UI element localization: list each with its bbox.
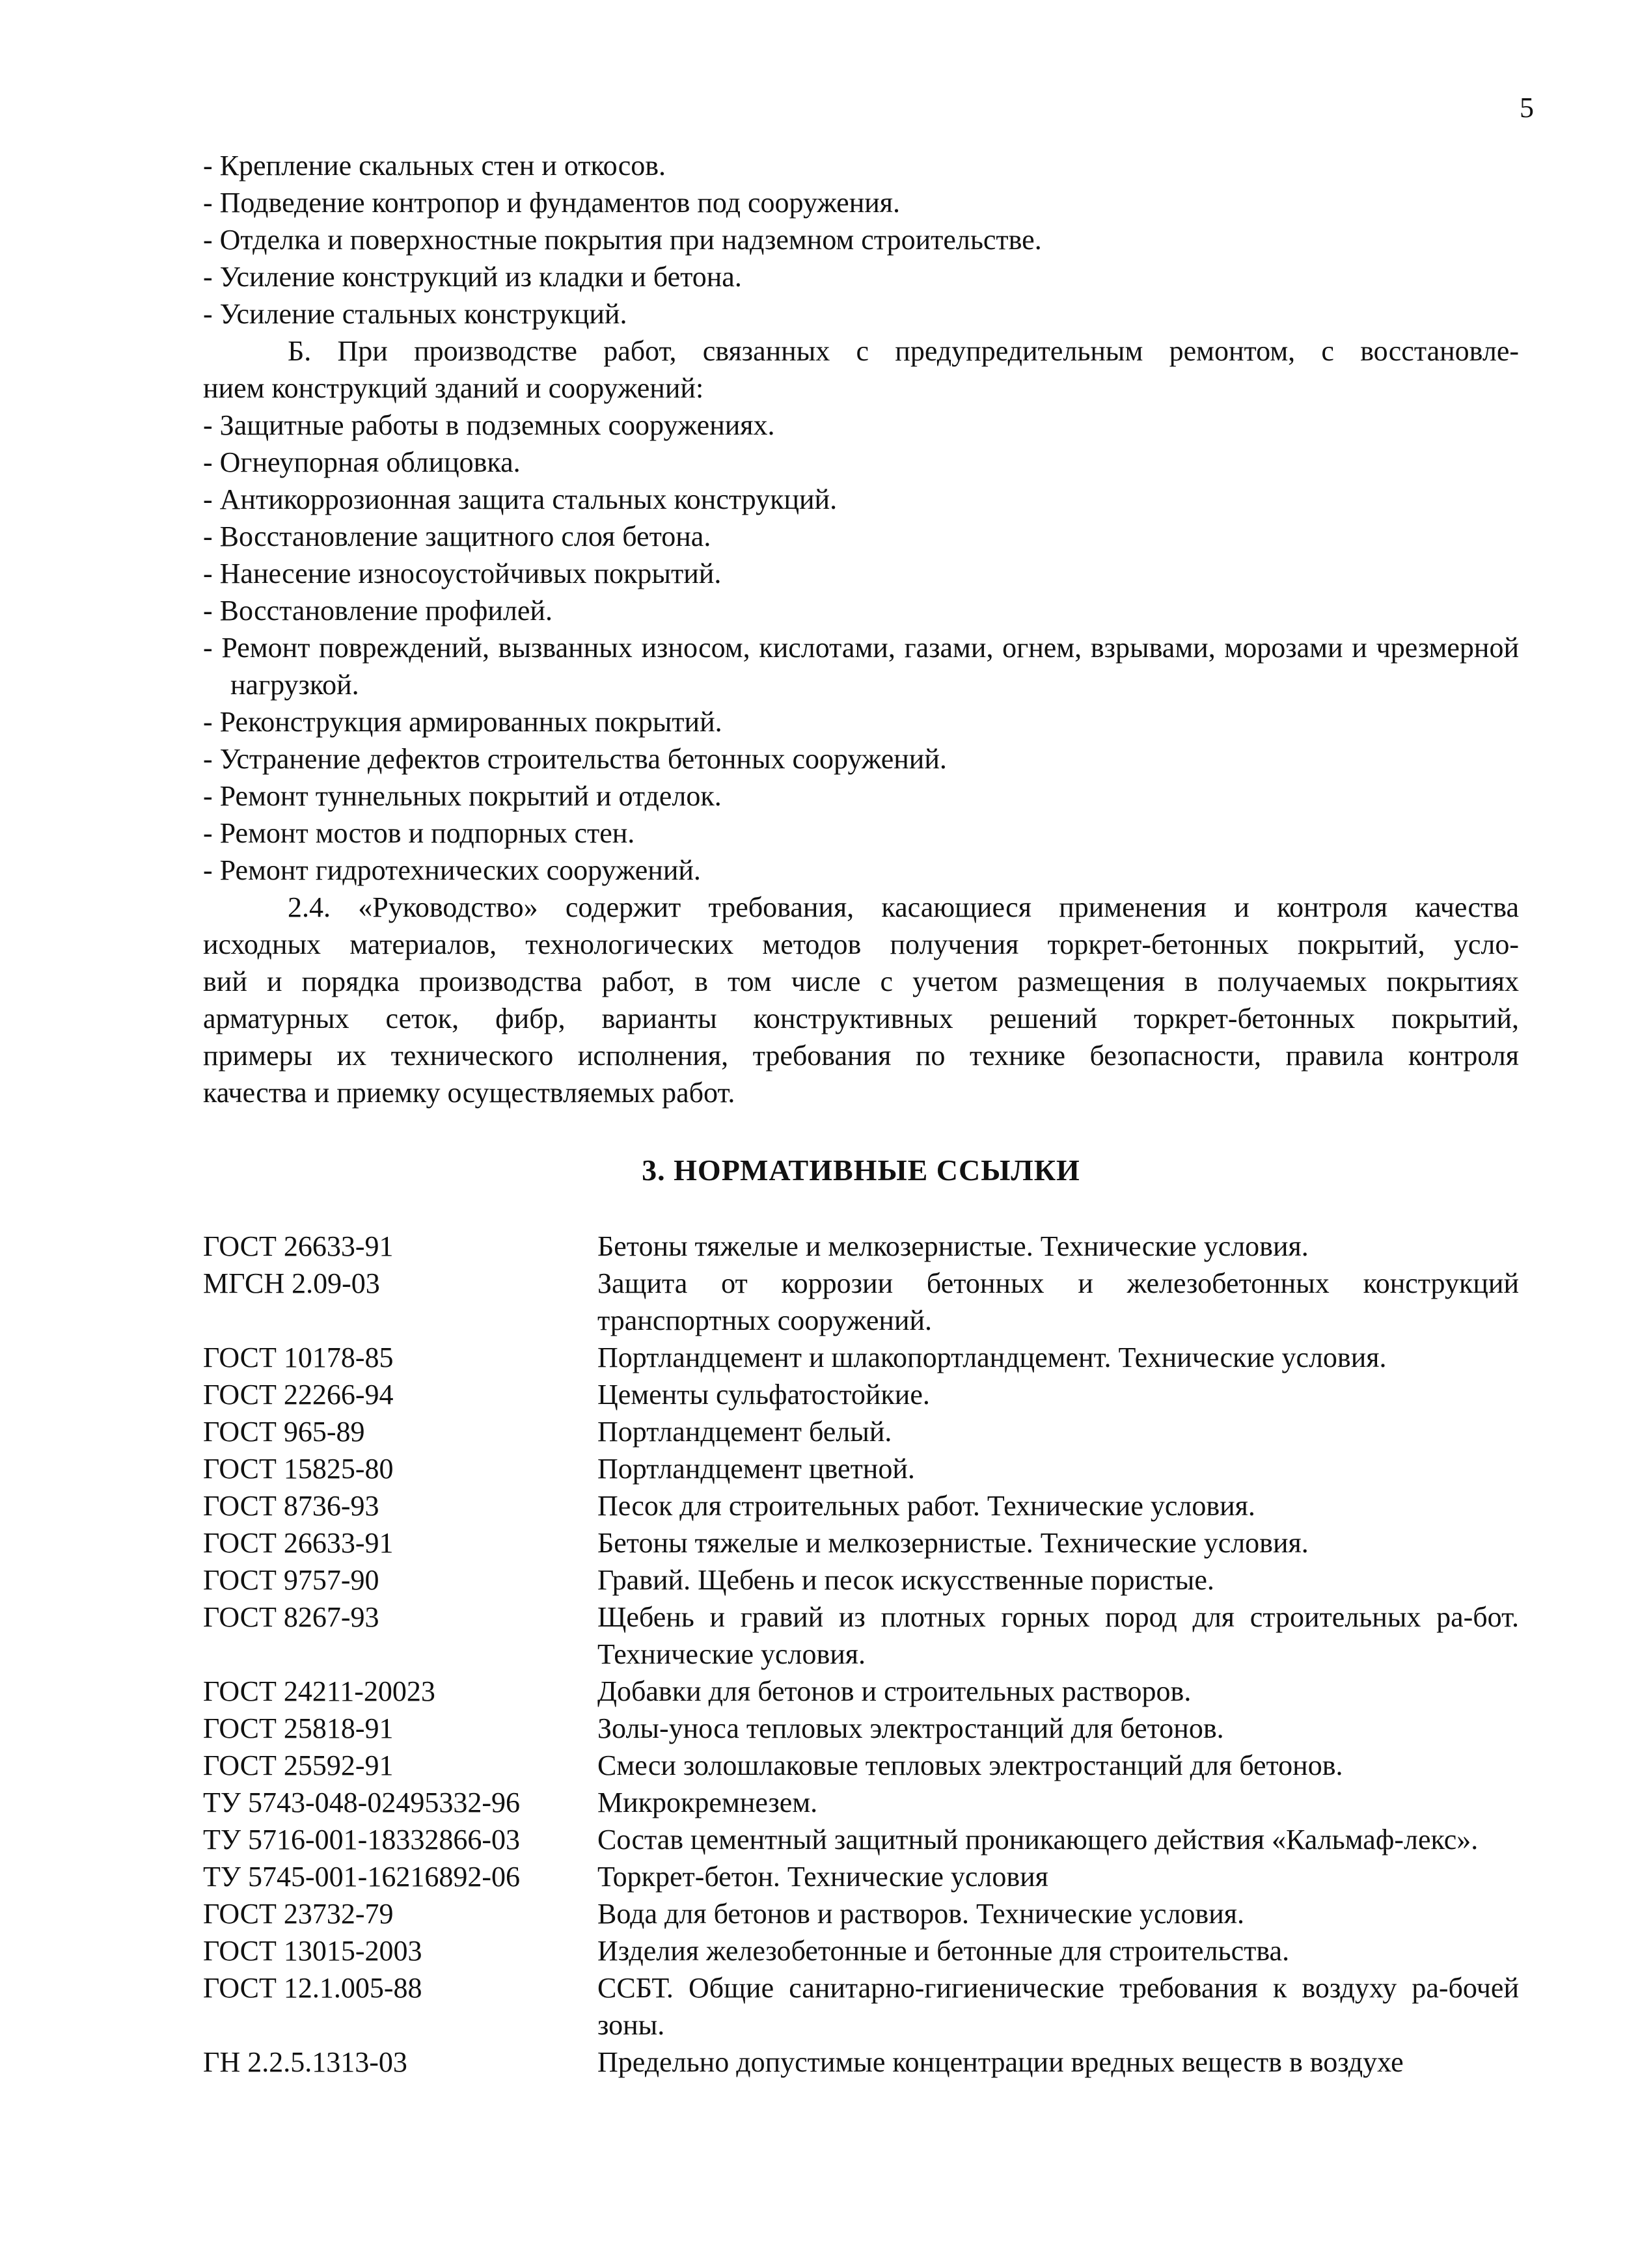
reference-code: ГОСТ 15825-80 [203, 1453, 394, 1485]
reference-code: ГОСТ 8736-93 [203, 1490, 379, 1522]
table-row [203, 1932, 1519, 1969]
paragraph-line: примеры их технического исполнения, требования по технике безопасности, правила контроля [203, 1040, 1519, 1072]
paragraph-2-4 [203, 889, 1519, 1111]
table-row [203, 1710, 1519, 1747]
reference-code: ГОСТ 26633-91 [203, 1527, 394, 1559]
table-row [203, 1969, 1519, 2044]
table-row [203, 1673, 1519, 1710]
reference-title: ССБТ. Общие санитарно-гигиенические требования к воздуху ра-бочей зоны. [597, 1972, 1519, 2041]
table-row [203, 2044, 1519, 2081]
reference-code: ГОСТ 8267-93 [203, 1601, 379, 1633]
reference-title: Портландцемент и шлакопортландцемент. Технические условия. [597, 1342, 1387, 1373]
table-row [203, 1747, 1519, 1784]
list-item: - Защитные работы в подземных сооружениях. [203, 409, 775, 441]
reference-title: Портландцемент белый. [597, 1416, 892, 1448]
reference-title: Песок для строительных работ. Технические условия. [597, 1490, 1255, 1522]
paragraph-line: арматурных сеток, фибр, варианты конструктивных решений торкрет-бетонных покрытий, [203, 1003, 1519, 1034]
table-row [203, 1784, 1519, 1821]
list-item: - Устранение дефектов строительства бетонных сооружений. [203, 743, 947, 775]
paragraph-line: 2.4. «Руководство» содержит требования, касающиеся применения и контроля качества [288, 891, 1519, 923]
reference-code: ГОСТ 965-89 [203, 1416, 365, 1448]
paragraph-line: Б. При производстве работ, связанных с предупредительным ремонтом, с восстановле- [288, 335, 1519, 367]
list-item: - Подведение контропор и фундаментов под сооружения. [203, 187, 901, 219]
work-list-b [203, 407, 1519, 889]
reference-code: ГОСТ 25818-91 [203, 1712, 394, 1744]
list-item: - Крепление скальных стен и откосов. [203, 150, 666, 182]
list-item: - Огнеупорная облицовка. [203, 446, 521, 478]
list-item: - Ремонт мостов и подпорных стен. [203, 817, 635, 849]
reference-title: Защита от коррозии бетонных и железобетонных конструкций транспортных сооружений. [597, 1267, 1519, 1336]
reference-code: ТУ 5743-048-02495332-96 [203, 1787, 520, 1818]
references-table [203, 1228, 1519, 2081]
table-row [203, 1413, 1519, 1450]
paragraph-line: качества и приемку осуществляемых работ. [203, 1077, 735, 1109]
reference-code: ТУ 5716-001-18332866-03 [203, 1824, 520, 1856]
reference-title: Щебень и гравий из плотных горных пород для строительных ра-бот. Технические условия. [597, 1601, 1519, 1670]
table-row [203, 1895, 1519, 1932]
reference-title: Торкрет-бетон. Технические условия [597, 1861, 1048, 1893]
list-item: - Восстановление профилей. [203, 595, 553, 627]
reference-code: ГОСТ 25592-91 [203, 1749, 394, 1781]
paragraph-b [203, 332, 1519, 407]
table-row [203, 1599, 1519, 1673]
table-row [203, 1450, 1519, 1487]
reference-code: ГОСТ 10178-85 [203, 1342, 394, 1373]
table-row [203, 1265, 1519, 1339]
page-content [203, 147, 1519, 2081]
reference-code: МГСН 2.09-03 [203, 1267, 380, 1299]
reference-title: Микрокремнезем. [597, 1787, 818, 1818]
list-item: - Ремонт повреждений, вызванных износом, кислотами, газами, огнем, взрывами, морозами и чрезмерной нагрузкой. [203, 632, 1519, 701]
table-row [203, 1561, 1519, 1599]
paragraph-line: нием конструкций зданий и сооружений: [203, 372, 704, 404]
list-item: - Антикоррозионная защита стальных конструкций. [203, 483, 838, 515]
reference-code: ГН 2.2.5.1313-03 [203, 2046, 407, 2078]
paragraph-line: вий и порядка производства работ, в том числе с учетом размещения в получаемых покрытиях [203, 965, 1519, 997]
reference-title: Вода для бетонов и растворов. Технические условия. [597, 1898, 1244, 1930]
list-item: - Усиление конструкций из кладки и бетона. [203, 261, 742, 293]
list-item: - Восстановление защитного слоя бетона. [203, 520, 711, 552]
reference-title: Смеси золошлаковые тепловых электростанций для бетонов. [597, 1749, 1343, 1781]
table-row [203, 1821, 1519, 1858]
list-item: - Отделка и поверхностные покрытия при надземном строительстве. [203, 224, 1042, 256]
reference-title: Гравий. Щебень и песок искусственные пористые. [597, 1564, 1214, 1596]
reference-title: Портландцемент цветной. [597, 1453, 915, 1485]
reference-title: Бетоны тяжелые и мелкозернистые. Технические условия. [597, 1230, 1309, 1262]
reference-title: Цементы сульфатостойкие. [597, 1379, 930, 1411]
reference-code: ГОСТ 13015-2003 [203, 1935, 422, 1967]
reference-code: ГОСТ 23732-79 [203, 1898, 394, 1930]
reference-title: Изделия железобетонные и бетонные для строительства. [597, 1935, 1290, 1967]
reference-title: Состав цементный защитный проникающего действия «Кальмаф-лекс». [597, 1824, 1479, 1856]
reference-title: Бетоны тяжелые и мелкозернистые. Технические условия. [597, 1527, 1309, 1559]
table-row [203, 1339, 1519, 1376]
reference-code: ТУ 5745-001-16216892-06 [203, 1861, 520, 1893]
reference-code: ГОСТ 24211-20023 [203, 1675, 435, 1707]
table-row [203, 1228, 1519, 1265]
reference-code: ГОСТ 26633-91 [203, 1230, 394, 1262]
list-item: - Ремонт гидротехнических сооружений. [203, 854, 701, 886]
reference-title: Золы-уноса тепловых электростанций для бетонов. [597, 1712, 1224, 1744]
page-number: 5 [1520, 92, 1534, 124]
reference-code: ГОСТ 9757-90 [203, 1564, 379, 1596]
reference-code: ГОСТ 12.1.005-88 [203, 1972, 422, 2004]
table-row [203, 1376, 1519, 1413]
work-list-a [203, 147, 1519, 332]
table-row [203, 1524, 1519, 1561]
section-title: 3. НОРМАТИВНЫЕ ССЫЛКИ [642, 1154, 1080, 1187]
list-item: - Реконструкция армированных покрытий. [203, 706, 722, 738]
list-item: - Нанесение износоустойчивых покрытий. [203, 558, 722, 589]
list-item: - Ремонт туннельных покрытий и отделок. [203, 780, 722, 812]
reference-title: Добавки для бетонов и строительных растворов. [597, 1675, 1192, 1707]
reference-code: ГОСТ 22266-94 [203, 1379, 394, 1411]
table-row [203, 1858, 1519, 1895]
paragraph-line: исходных материалов, технологических методов получения торкрет-бетонных покрытий, усло- [203, 928, 1519, 960]
table-row [203, 1487, 1519, 1524]
list-item: - Усиление стальных конструкций. [203, 298, 627, 330]
reference-title: Предельно допустимые концентрации вредных веществ в воздухе [597, 2046, 1404, 2078]
